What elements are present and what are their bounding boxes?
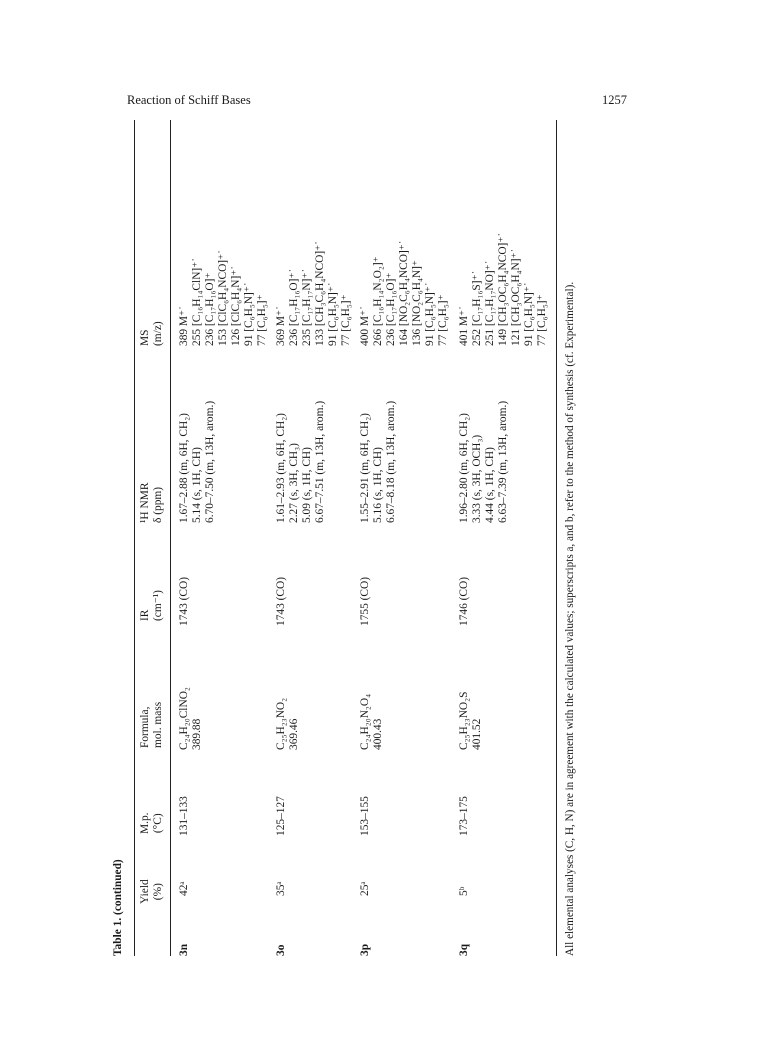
- yield-value: 35ᵃ: [275, 881, 287, 896]
- ir-value: 1746 (CO): [458, 576, 470, 626]
- table-bottom-rule: [556, 120, 557, 956]
- header-ms: MS (m/z): [139, 321, 164, 346]
- table-footnote: All elemental analyses (C, H, N) are in agreement with the calculated values; superscripts a, and b, refer to the method of synthesis (cf. Experimental).: [564, 281, 576, 956]
- table-header-rule: [170, 120, 171, 956]
- ir-value: 1743 (CO): [275, 576, 287, 626]
- nmr-list: 1.67–2.88 (m, 6H, CH₂) 5.14 (s, 1H, CH) 6.70–7.50 (m, 13H, arom.): [178, 400, 216, 523]
- table-top-rule: [134, 120, 135, 956]
- nmr-list: 1.61–2.93 (m, 6H, CH₂) 2.27 (s, 3H, CH₃) 5.09 (s, 1H, CH) 6.67–7.51 (m, 13H, arom.): [275, 400, 326, 523]
- formula-mass: C₂₅H₂₃NO₂ 369.46: [275, 697, 300, 750]
- mp-value: 153–155: [359, 796, 371, 836]
- compound-id: 3n: [178, 943, 190, 956]
- yield-value: 5ᵇ: [458, 886, 470, 896]
- yield-value: 42ᵃ: [178, 881, 190, 896]
- compound-id: 3o: [275, 944, 287, 956]
- nmr-list: 1.55–2.91 (m, 6H, CH₂) 5.16 (s, 1H, CH) 6.67–8.18 (m, 13H, arom.): [359, 400, 397, 523]
- ir-value: 1743 (CO): [178, 576, 190, 626]
- page-number: 1257: [602, 93, 627, 107]
- running-head: Reaction of Schiff Bases: [127, 93, 251, 107]
- ms-list: 389 M⁺˙ 255 [C₁₆H₁₄ClN]⁺˙ 236 [C₁₇H₁₆O]⁺ 153 [ClC₆H₄NCO]⁺˙ 126 [ClC₆H₄N]⁺˙ 91 [C₆H₅N]⁺˙ 77 [C₆H₅]⁺: [178, 250, 268, 346]
- nmr-list: 1.96–2.80 (m, 6H, CH₂) 3.33 (s, 3H, OCH₃) 4.44 (s, 1H, CH) 6.63–7.39 (m, 13H, arom.): [458, 400, 509, 523]
- compound-id: 3q: [458, 943, 470, 956]
- table-caption: Table 1. (continued): [112, 859, 124, 956]
- ms-list: 369 M⁺˙ 236 [C₁₇H₁₆O]⁺˙ 235 [C₁₇H₁₇N]⁺˙ 133 [CH₃C₆H₄NCO]⁺˙ 91 [C₆H₅N]⁺˙ 77 [C₆H₅]⁺: [275, 241, 352, 346]
- rotated-table: [106, 116, 651, 956]
- mp-value: 173–175: [458, 796, 470, 836]
- header-yield: Yield (%): [139, 879, 164, 904]
- formula-mass: C₂₄H₂₀ClNO₂ 389.88: [178, 687, 203, 750]
- mp-value: 131–133: [178, 796, 190, 836]
- header-ir: IR (cm⁻¹): [139, 590, 164, 621]
- compound-id: 3p: [359, 943, 371, 956]
- ms-list: 401 M⁺˙ 252 [C₁₇H₁₆S]⁺˙ 251 [C₁₇H₁₇NO]⁺˙ 149 [CH₃OC₆H₄NCO]⁺˙ 121 [CH₃OC₆H₄N]⁺˙ 91 [C₆H₅N]⁺˙ 77 [C₆H₅]⁺: [458, 232, 548, 346]
- header-mp: M.p. (°C): [139, 812, 164, 834]
- mp-value: 125–127: [275, 796, 287, 836]
- header-nmr: ¹H NMR δ (ppm): [139, 482, 164, 523]
- yield-value: 25ᵃ: [359, 881, 371, 896]
- formula-mass: C₂₅H₂₃NO₂S 401.52: [458, 691, 483, 750]
- header-formula: Formula, mol. mass: [139, 701, 164, 748]
- ir-value: 1755 (CO): [359, 576, 371, 626]
- formula-mass: C₂₄H₂₀N₂O₄ 400.43: [359, 693, 384, 750]
- ms-list: 400 M⁺˙ 266 [C₁₆H₁₄N₂O₂]⁺ 236 [C₁₇H₁₆O]⁺ 164 [NO₂C₆H₄NCO]⁺˙ 136 [NO₂C₆H₄N]⁺ 91 [C₆H₅N]⁺˙ 77 [C₆H₅]⁺: [359, 240, 449, 346]
